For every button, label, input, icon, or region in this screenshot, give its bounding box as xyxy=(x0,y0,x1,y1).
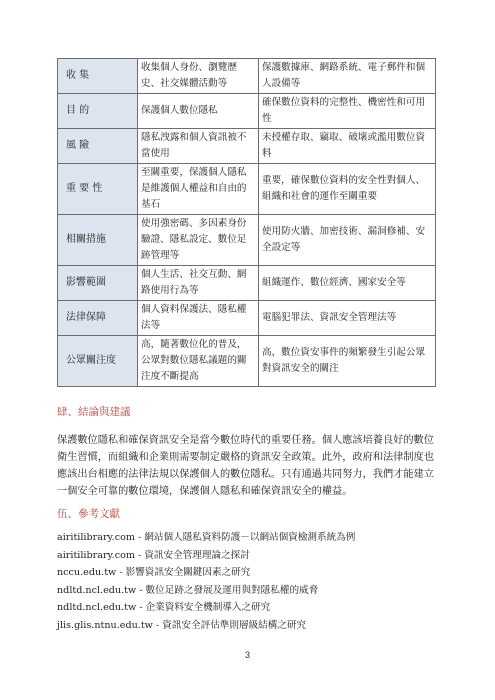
security-cell: 保護數據庫、網路系統、電子郵件和個人設備等 xyxy=(259,59,436,94)
row-label: 風 險 xyxy=(58,129,138,164)
row-label: 法律保障 xyxy=(58,301,138,336)
privacy-cell: 高，隨著數位化的普及，公眾對數位隱私議題的關注度不斷提高 xyxy=(138,336,259,387)
list-item: ndltd.ncl.edu.tw - 數位足跡之發展及運用與對隱私權的威脅 xyxy=(57,584,319,596)
row-label: 影響範圍 xyxy=(58,266,138,301)
security-cell: 使用防火牆、加密技術、漏洞修補、安全設定等 xyxy=(259,215,436,266)
list-item: airitilibrary.com - 資訊安全管理理論之探討 xyxy=(57,549,250,561)
security-cell: 電腦犯罪法、資訊安全管理法等 xyxy=(259,301,436,336)
privacy-cell: 保護個人數位隱私 xyxy=(138,94,259,129)
list-item: airitilibrary.com - 網站個人隱私資料防護－以網站個資檢測系統為例 xyxy=(57,532,356,543)
row-label: 收 集 xyxy=(58,59,138,94)
security-cell: 組織運作、數位經濟、國家安全等 xyxy=(259,266,436,301)
table-row xyxy=(58,301,436,336)
list-item: ndltd.ncl.edu.tw - 企業資料安全機制導入之研究 xyxy=(57,602,271,614)
conclusion-paragraph: 保護數位隱私和確保資訊安全是當今數位時代的重要任務。個人應該培養良好的數位衛生習慣，而組織和企業則需要制定嚴格的資訊安全政策。此外，政府和法律制度也應該出台相應的法律法規以保護個人的數位隱私。只有通過共同努力，我們才能建立一個安全可靠的數位環境，保護個人隱私和確保資訊安全的權益。 xyxy=(57,435,434,497)
list-item: jlis.glis.ntnu.edu.tw - 資訊安全評估準則層級結構之研究 xyxy=(57,619,307,631)
security-cell: 確保數位資料的完整性、機密性和可用性 xyxy=(259,94,436,129)
privacy-cell: 使用強密碼、多因素身份驗證、隱私設定、數位足跡管理等 xyxy=(138,215,259,266)
reference-list xyxy=(57,529,447,635)
table-row xyxy=(58,266,436,301)
privacy-cell: 隱私洩露和個人資訊被不當使用 xyxy=(138,129,259,164)
references-heading: 伍、參考文獻 xyxy=(57,508,120,520)
conclusion-heading: 肆、結論與建議 xyxy=(57,406,131,418)
privacy-cell: 至關重要，保護個人隱私是維護個人權益和自由的基石 xyxy=(138,164,259,215)
table-row xyxy=(58,94,436,129)
row-label: 目 的 xyxy=(58,94,138,129)
row-label: 相關措施 xyxy=(58,215,138,266)
privacy-cell: 個人生活、社交互動、網路使用行為等 xyxy=(138,266,259,301)
privacy-cell: 個人資料保護法、隱私權法等 xyxy=(138,301,259,336)
table-row xyxy=(58,59,436,94)
table-row xyxy=(58,336,436,387)
row-label: 重 要 性 xyxy=(58,164,138,215)
table-row xyxy=(58,129,436,164)
list-item: nccu.edu.tw - 影響資訊安全關鍵因素之研究 xyxy=(57,567,251,579)
table-row xyxy=(58,164,436,215)
security-cell: 未授權存取、竊取、破壞或濫用數位資料 xyxy=(259,129,436,164)
page-number: 3 xyxy=(244,650,250,660)
comparison-table xyxy=(57,58,436,387)
table-row xyxy=(58,215,436,266)
security-cell: 重要，確保數位資料的安全性對個人、組織和社會的運作至關重要 xyxy=(259,164,436,215)
row-label: 公眾關注度 xyxy=(58,336,138,387)
privacy-cell: 收集個人身份、瀏覽歷史、社交媒體活動等 xyxy=(138,59,259,94)
security-cell: 高，數位資安事件的頻繁發生引起公眾對資訊安全的關注 xyxy=(259,336,436,387)
